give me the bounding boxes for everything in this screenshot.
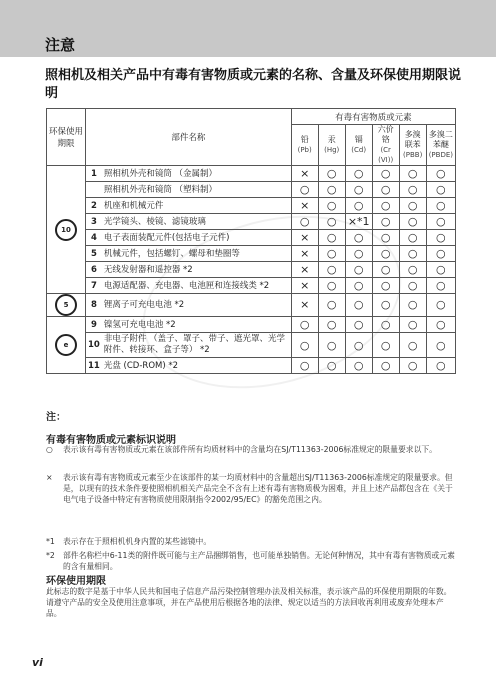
content-mark: ○ (426, 182, 455, 198)
row-number: 4 (86, 230, 102, 246)
content-mark: ○ (372, 262, 399, 278)
env-period-icon: 10 (55, 219, 77, 241)
content-mark: ○ (426, 358, 455, 374)
table-row (47, 333, 456, 358)
substance-code: (PBB) (403, 151, 423, 159)
notes-label: 注： (46, 412, 66, 423)
content-mark: × (291, 230, 318, 246)
content-mark: ○ (318, 262, 345, 278)
content-mark: ○ (399, 317, 426, 333)
content-mark: ○ (426, 230, 455, 246)
table-row (47, 294, 456, 317)
content-mark: ○ (318, 358, 345, 374)
header-period: 环保使用期限 (47, 109, 86, 166)
part-name: 机械元件，包括螺钉、螺母和垫圈等 (102, 246, 291, 262)
content-mark: ○ (399, 262, 426, 278)
content-mark: ○ (372, 294, 399, 317)
content-mark: ○ (372, 333, 399, 358)
content-mark: ○ (318, 214, 345, 230)
content-mark: ○ (399, 246, 426, 262)
content-mark: ○ (291, 182, 318, 198)
substance-header (426, 125, 455, 166)
content-mark: ○ (399, 333, 426, 358)
row-number: 2 (86, 198, 102, 214)
content-mark: ○ (345, 182, 372, 198)
content-mark: ○ (426, 317, 455, 333)
row-number: 1 (86, 166, 102, 182)
content-mark: ○ (426, 262, 455, 278)
substance-code: (Hg) (324, 146, 340, 154)
content-mark: ○ (345, 317, 372, 333)
substance-header (372, 125, 399, 166)
content-mark: ○ (372, 182, 399, 198)
row-number: 3 (86, 214, 102, 230)
page-title: 注意 (45, 36, 76, 54)
part-name: 无线发射器和遥控器 *2 (102, 262, 291, 278)
content-mark: ○ (291, 317, 318, 333)
content-mark: ○ (399, 358, 426, 374)
table-row (47, 198, 456, 214)
table-row (47, 246, 456, 262)
content-mark: ○ (345, 246, 372, 262)
content-mark: ×*1 (345, 214, 372, 230)
note-symbol: *2 (46, 551, 55, 560)
env-text: 此标志的数字是基于中华人民共和国电子信息产品污染控制管理办法及相关标准，表示该产品的环保使用期限的年数。请遵守产品的安全及使用注意事项，并在产品使用后根据各地的法律、规定以适当的方法回收再利用或废弃处理本产品。 (46, 587, 452, 618)
content-mark: ○ (372, 358, 399, 374)
content-mark: ○ (291, 214, 318, 230)
content-mark: ○ (318, 166, 345, 182)
content-mark: ○ (318, 333, 345, 358)
content-mark: ○ (345, 333, 372, 358)
page-number: vi (32, 656, 43, 669)
content-mark: ○ (372, 166, 399, 182)
content-mark: ○ (345, 166, 372, 182)
table-row (47, 278, 456, 294)
note-symbol: *1 (46, 537, 55, 546)
substance-table (46, 108, 456, 374)
part-name: 电源适配器、充电器、电池匣和连接线类 *2 (102, 278, 291, 294)
part-name: 锂离子可充电电池 *2 (102, 294, 291, 317)
table-row (47, 317, 456, 333)
content-mark: × (291, 198, 318, 214)
table-row (47, 230, 456, 246)
table-row (47, 182, 456, 198)
note-item (46, 550, 456, 572)
note-item (46, 444, 456, 455)
content-mark: ○ (426, 333, 455, 358)
substance-header (345, 125, 372, 166)
part-name: 非电子附件 （盖子、罩子、带子、遮光罩、光学附件、转接环、盒子等） *2 (102, 333, 291, 358)
part-name: 电子表面装配元件(包括电子元件) (102, 230, 291, 246)
content-mark: ○ (372, 214, 399, 230)
substance-code: (PBDE) (428, 151, 453, 159)
note-text: 表示存在于照相机机身内置的某些滤镜中。 (63, 537, 212, 546)
note-symbol: ○ (46, 445, 53, 454)
content-mark: ○ (372, 230, 399, 246)
content-mark: ○ (399, 166, 426, 182)
row-number: 6 (86, 262, 102, 278)
note-item (46, 472, 456, 505)
period-icon-cell (47, 294, 86, 317)
content-mark: × (291, 246, 318, 262)
content-mark: ○ (372, 198, 399, 214)
content-mark: ○ (399, 214, 426, 230)
period-icon-cell (47, 317, 86, 374)
substance-name: 铅 (300, 135, 309, 144)
content-mark: ○ (318, 246, 345, 262)
table-row (47, 358, 456, 374)
row-number: 10 (86, 333, 102, 358)
content-mark: ○ (426, 214, 455, 230)
content-mark: ○ (426, 294, 455, 317)
part-name: 镍氢可充电电池 *2 (102, 317, 291, 333)
content-mark: ○ (318, 294, 345, 317)
content-mark: ○ (372, 317, 399, 333)
content-mark: ○ (399, 294, 426, 317)
row-number: 7 (86, 278, 102, 294)
note-text: 部件名称栏中6-11类的附件既可能与主产品捆绑销售，也可能单独销售。无论何种情况，其中有毒有害物质或元素的含有量相同。 (63, 551, 455, 571)
content-mark: ○ (399, 198, 426, 214)
content-mark: ○ (426, 166, 455, 182)
substance-name: 汞 (327, 135, 336, 144)
note-symbol: × (46, 473, 53, 482)
part-name: 光学镜头、棱镜、滤镜玻璃 (102, 214, 291, 230)
part-name: 光盘 (CD-ROM) *2 (102, 358, 291, 374)
substance-name: 多溴二苯醚 (428, 130, 453, 149)
table-row (47, 262, 456, 278)
env-title: 环保使用期限 (46, 576, 106, 587)
env-period-icon: 5 (55, 294, 77, 316)
substance-name: 多溴联苯 (404, 130, 421, 149)
table-row (47, 214, 456, 230)
period-icon-cell (47, 166, 86, 294)
content-mark: ○ (399, 278, 426, 294)
content-mark: ○ (291, 358, 318, 374)
note-text: 表示该有毒有害物质或元素至少在该部件的某一均质材料中的含量超出SJ/T11363-2006标准规定的限量要求。但是，以现有的技术条件要使照相机相关产品完全不含有上述有毒有害物质极为困难，并且上述产品都包含在《关于电气电子设备中特定有害物质使用限制指令2002/95/EC》的豁免范围之内。 (63, 473, 453, 504)
row-number: 8 (86, 294, 102, 317)
part-name: 照相机外壳和镜筒 （塑料制） (102, 182, 291, 198)
note-item (46, 536, 456, 547)
content-mark: ○ (318, 317, 345, 333)
part-name: 照相机外壳和镜筒 （金属制） (102, 166, 291, 182)
header-substance-group: 有毒有害物质或元素 (291, 109, 455, 125)
content-mark: ○ (345, 278, 372, 294)
substance-name: 镉 (354, 135, 363, 144)
note-text: 表示该有毒有害物质或元素在该部件所有均质材料中的含量均在SJ/T11363-2006标准规定的限量要求以下。 (63, 445, 437, 454)
content-mark: ○ (426, 246, 455, 262)
content-mark: ○ (345, 198, 372, 214)
part-name: 机座和机械元件 (102, 198, 291, 214)
content-mark: ○ (399, 230, 426, 246)
content-mark: ○ (345, 358, 372, 374)
content-mark: ○ (318, 182, 345, 198)
content-mark: ○ (318, 198, 345, 214)
content-mark: ○ (426, 278, 455, 294)
document-title: 照相机及相关产品中有毒有害物质或元素的名称、含量及环保使用期限说明 (45, 68, 462, 101)
content-mark: ○ (345, 230, 372, 246)
content-mark: ○ (426, 198, 455, 214)
substance-name: 六价铬 (377, 125, 394, 144)
content-mark: ○ (372, 246, 399, 262)
content-mark: ○ (372, 278, 399, 294)
content-mark: × (291, 294, 318, 317)
content-mark: ○ (291, 333, 318, 358)
env-period-icon: e (55, 334, 77, 356)
substance-header (399, 125, 426, 166)
content-mark: ○ (399, 182, 426, 198)
content-mark: ○ (318, 230, 345, 246)
content-mark: × (291, 262, 318, 278)
substance-header (291, 125, 318, 166)
substance-code: (Cr (VI)) (378, 146, 394, 164)
substance-code: (Cd) (351, 146, 367, 154)
row-number: 11 (86, 358, 102, 374)
substance-code: (Pb) (297, 146, 312, 154)
substance-header (318, 125, 345, 166)
table-row (47, 166, 456, 182)
marking-title: 有毒有害物质或元素标识说明 (46, 435, 176, 446)
row-number (86, 182, 102, 198)
header-part: 部件名称 (86, 109, 292, 166)
content-mark: × (291, 166, 318, 182)
row-number: 9 (86, 317, 102, 333)
content-mark: × (291, 278, 318, 294)
content-mark: ○ (318, 278, 345, 294)
content-mark: ○ (345, 294, 372, 317)
row-number: 5 (86, 246, 102, 262)
content-mark: ○ (345, 262, 372, 278)
